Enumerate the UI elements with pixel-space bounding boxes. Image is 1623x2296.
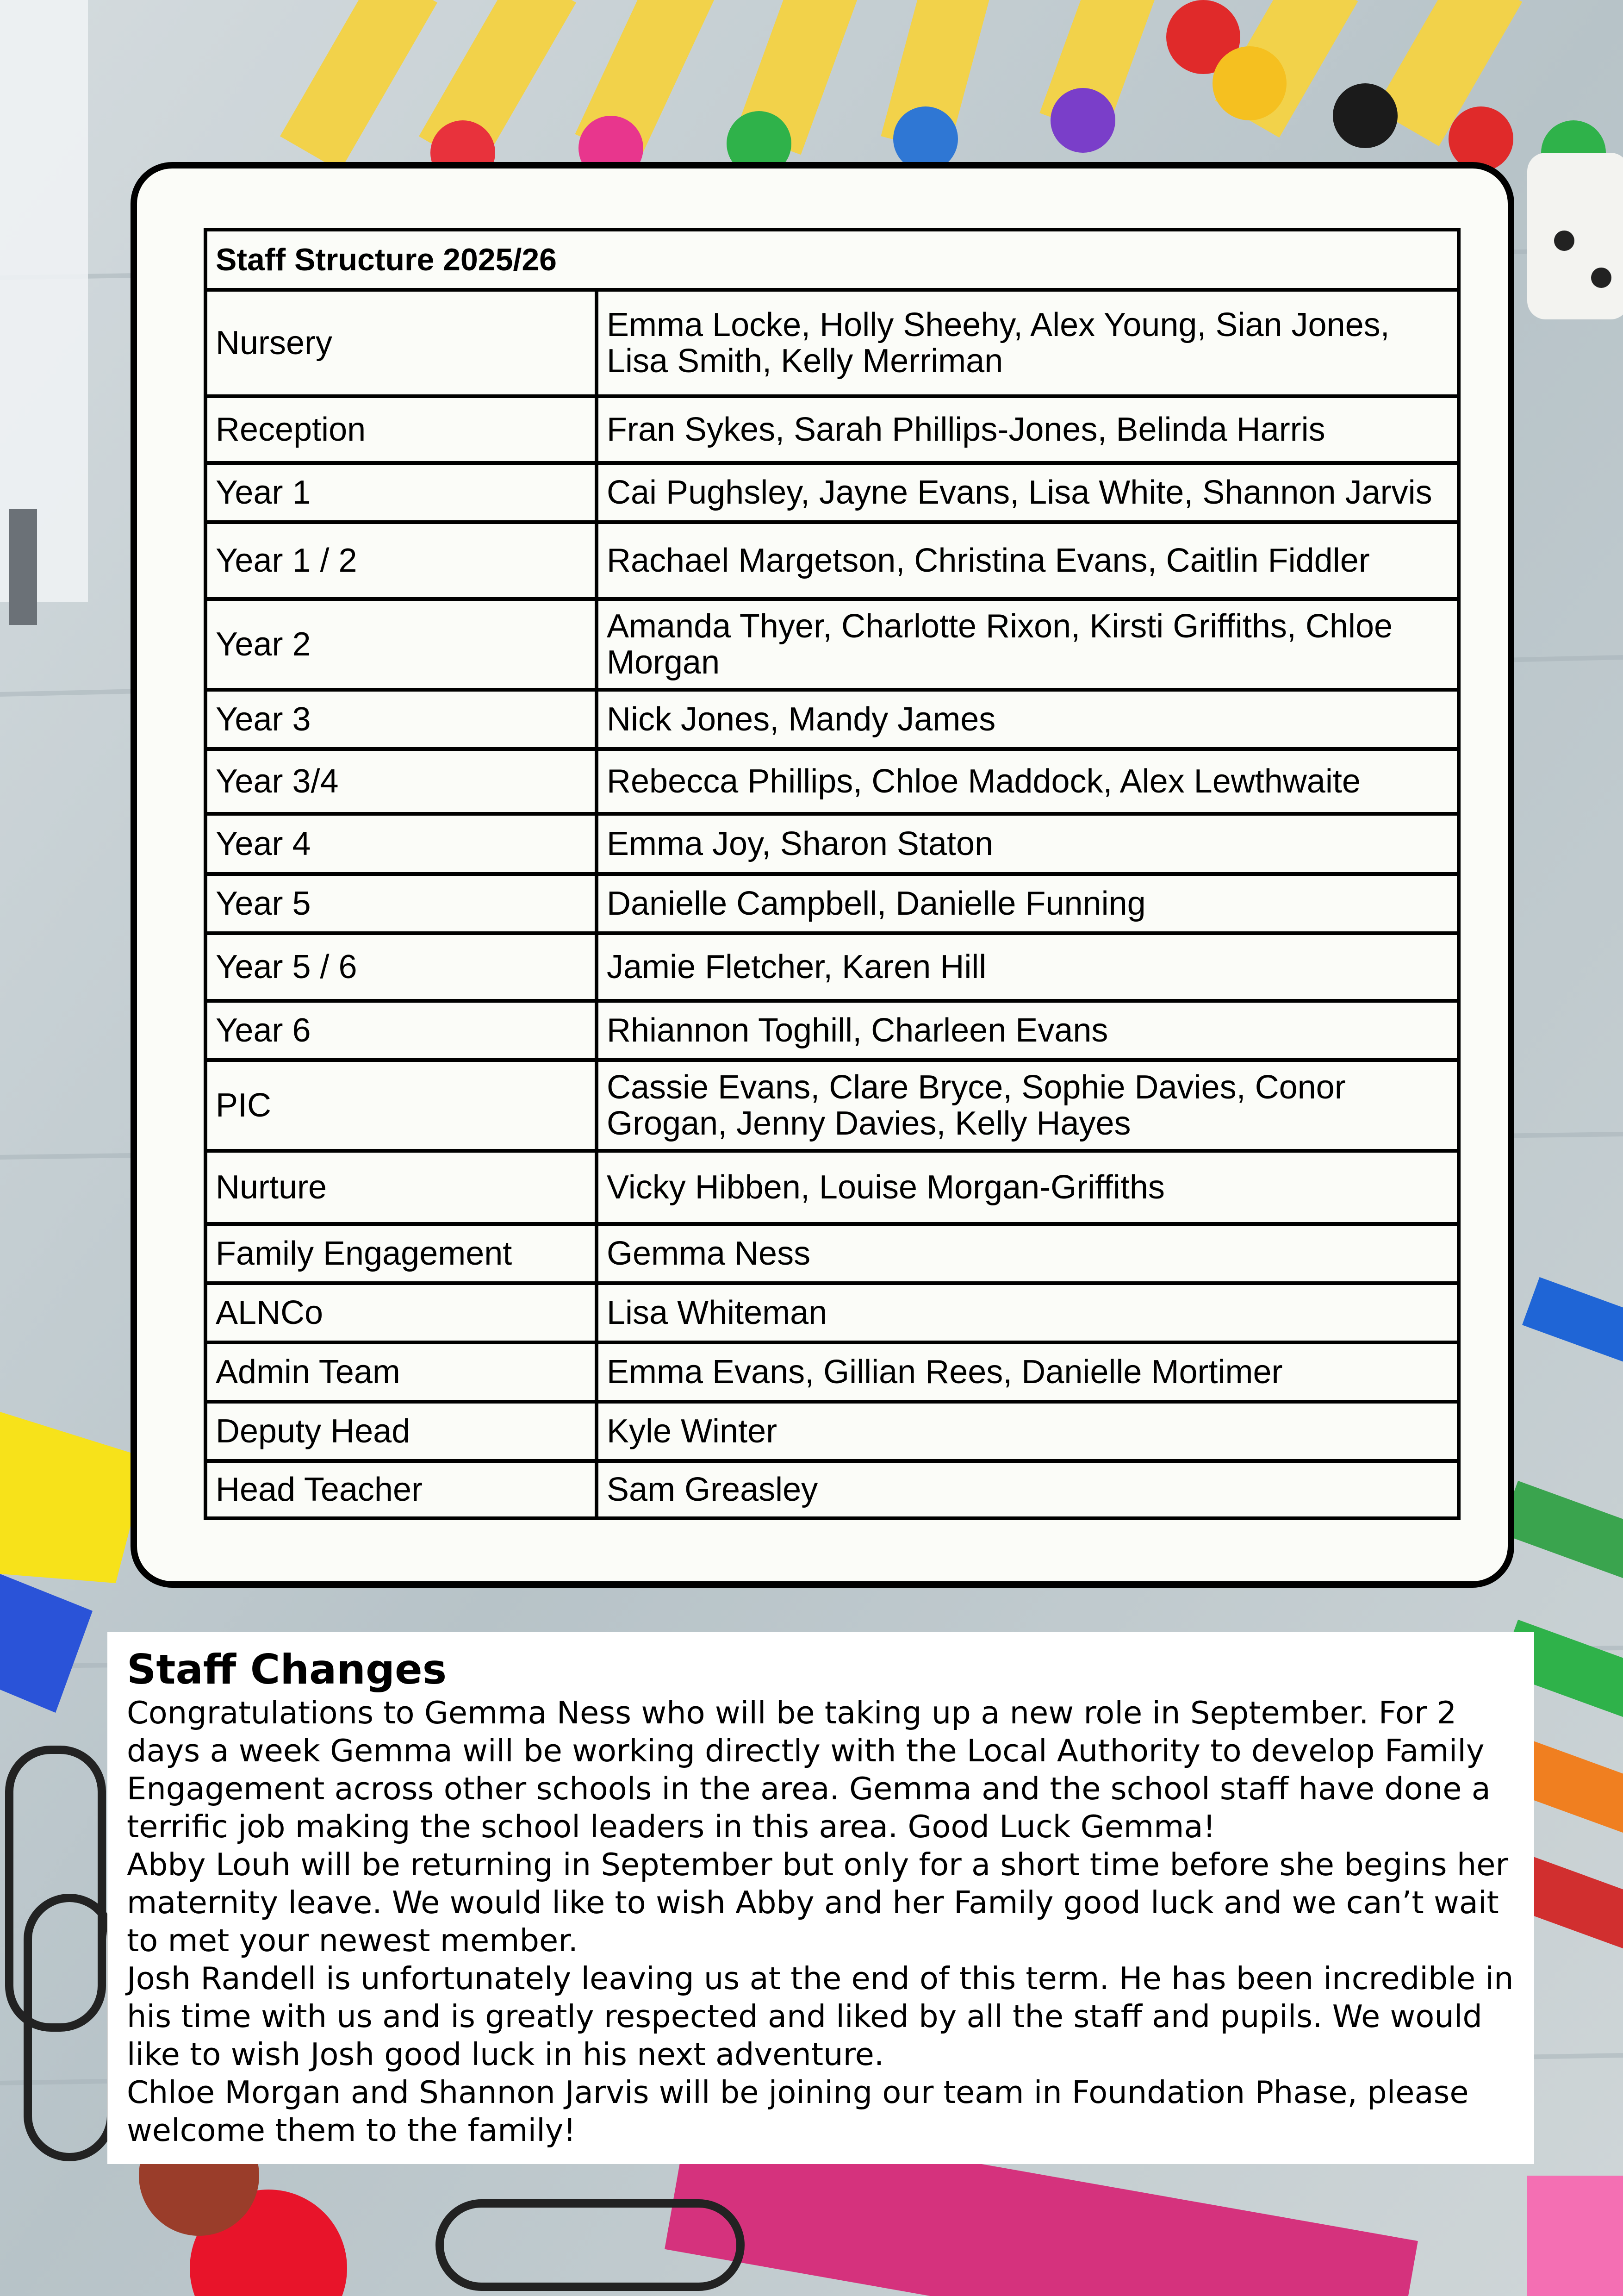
table-row [205, 1461, 1459, 1518]
staff-structure-table [204, 228, 1461, 1520]
staff-cell: Rachael Margetson, Christina Evans, Caitlin Fiddler [597, 522, 1459, 599]
staff-cell: Lisa Whiteman [597, 1283, 1459, 1342]
staff-changes-paragraph: Congratulations to Gemma Ness who will be taking up a new role in September. For 2 days a week Gemma will be working directly with the Local Authority to develop Family Engagement across other schools in the area. Gemma and the school staff have done a terrific job making the school leaders in this area. Good Luck Gemma! [127, 1695, 1491, 1845]
group-cell: Year 4 [205, 814, 597, 874]
staff-cell: Sam Greasley [597, 1461, 1459, 1518]
table-row [205, 1342, 1459, 1402]
table-row [205, 1283, 1459, 1342]
staff-changes-paragraph: Abby Louh will be returning in September but only for a short time before she begins her maternity leave. We would like to wish Abby and her Family good luck and we can’t wait to met your newest member. [127, 1847, 1509, 1959]
table-row [205, 1151, 1459, 1224]
staff-changes-paragraph: Chloe Morgan and Shannon Jarvis will be joining our team in Foundation Phase, please welcome them to the family! [127, 2074, 1469, 2148]
table-row [205, 1224, 1459, 1283]
group-cell: Admin Team [205, 1342, 597, 1402]
group-cell: Year 3 [205, 690, 597, 749]
staff-changes-section [107, 1632, 1534, 2164]
staff-cell: Cassie Evans, Clare Bryce, Sophie Davies, Conor Grogan, Jenny Davies, Kelly Hayes [597, 1060, 1459, 1151]
staff-cell: Gemma Ness [597, 1224, 1459, 1283]
staff-cell: Emma Locke, Holly Sheehy, Alex Young, Sian Jones, Lisa Smith, Kelly Merriman [597, 290, 1459, 396]
table-row [205, 933, 1459, 1001]
table-row [205, 749, 1459, 814]
group-cell: Nurture [205, 1151, 597, 1224]
table-row [205, 814, 1459, 874]
table-row [205, 463, 1459, 522]
staff-cell: Rebecca Phillips, Chloe Maddock, Alex Lewthwaite [597, 749, 1459, 814]
staff-cell: Jamie Fletcher, Karen Hill [597, 933, 1459, 1001]
staff-cell: Cai Pughsley, Jayne Evans, Lisa White, Shannon Jarvis [597, 463, 1459, 522]
group-cell: Year 6 [205, 1001, 597, 1060]
staff-structure-card [131, 162, 1514, 1588]
table-row [205, 1402, 1459, 1461]
staff-cell: Kyle Winter [597, 1402, 1459, 1461]
group-cell: Year 1 [205, 463, 597, 522]
staff-cell: Amanda Thyer, Charlotte Rixon, Kirsti Griffiths, Chloe Morgan [597, 599, 1459, 690]
table-row [205, 1060, 1459, 1151]
table-row [205, 690, 1459, 749]
group-cell: Year 1 / 2 [205, 522, 597, 599]
group-cell: Deputy Head [205, 1402, 597, 1461]
group-cell: ALNCo [205, 1283, 597, 1342]
group-cell: Year 2 [205, 599, 597, 690]
group-cell: Reception [205, 396, 597, 463]
group-cell: Nursery [205, 290, 597, 396]
staff-cell: Rhiannon Toghill, Charleen Evans [597, 1001, 1459, 1060]
staff-cell: Fran Sykes, Sarah Phillips-Jones, Belinda Harris [597, 396, 1459, 463]
group-cell: Year 5 [205, 874, 597, 933]
group-cell: Head Teacher [205, 1461, 597, 1518]
table-row [205, 396, 1459, 463]
group-cell: Year 3/4 [205, 749, 597, 814]
staff-cell: Nick Jones, Mandy James [597, 690, 1459, 749]
table-row [205, 599, 1459, 690]
table-row [205, 874, 1459, 933]
table-title: Staff Structure 2025/26 [205, 230, 1459, 290]
staff-cell: Emma Joy, Sharon Staton [597, 814, 1459, 874]
staff-cell: Danielle Campbell, Danielle Funning [597, 874, 1459, 933]
staff-changes-heading: Staff Changes [127, 1646, 447, 1693]
table-row [205, 1001, 1459, 1060]
staff-cell: Vicky Hibben, Louise Morgan-Griffiths [597, 1151, 1459, 1224]
staff-changes-paragraph: Josh Randell is unfortunately leaving us at the end of this term. He has been incredible in his time with us and is greatly respected and liked by all the staff and pupils. We would like to wish Josh good luck in his next adventure. [127, 1960, 1514, 2072]
staff-cell: Emma Evans, Gillian Rees, Danielle Mortimer [597, 1342, 1459, 1402]
table-row [205, 290, 1459, 396]
group-cell: Family Engagement [205, 1224, 597, 1283]
group-cell: PIC [205, 1060, 597, 1151]
table-row [205, 522, 1459, 599]
group-cell: Year 5 / 6 [205, 933, 597, 1001]
